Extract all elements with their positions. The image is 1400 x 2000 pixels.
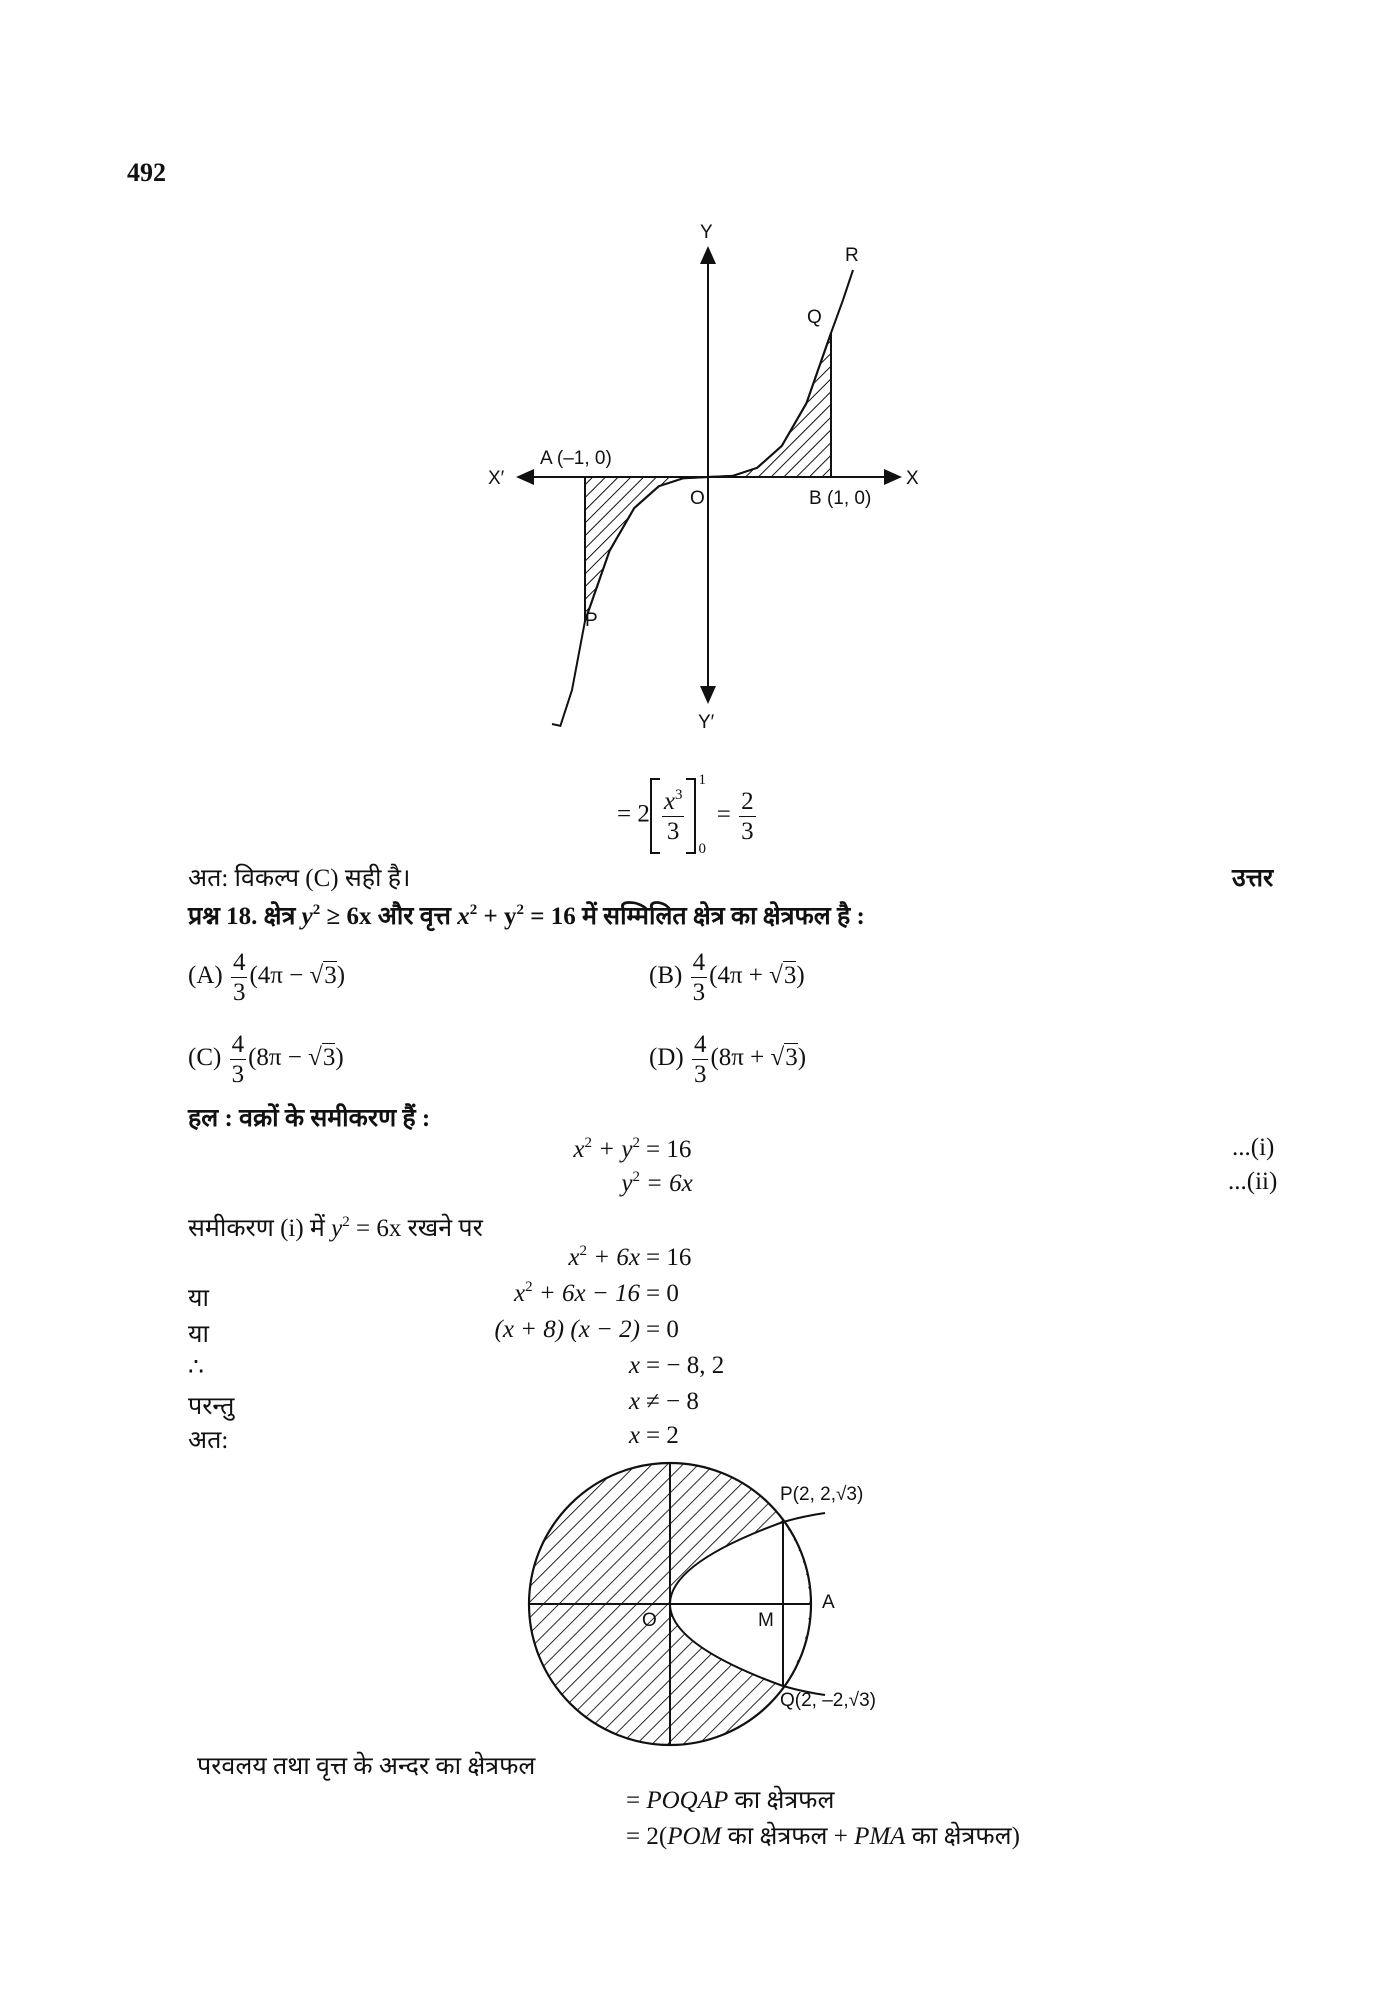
area-line-1 [626, 1782, 834, 1816]
label-x-prime: X′ [488, 468, 505, 489]
option-label: (D) [649, 1044, 684, 1072]
q-math: x [457, 903, 470, 930]
label-q2: Q(2, –2,√3) [780, 1690, 876, 1711]
math: y [621, 1170, 633, 1197]
s5-lhs: x [628, 1388, 640, 1415]
option-radicand: 3 [785, 1044, 798, 1072]
exp: 2 [342, 1214, 350, 1230]
cubic-curve-figure [0, 0, 1400, 800]
text: = [626, 1787, 647, 1814]
eq2-rhs: = 6x [646, 1170, 693, 1197]
exp: 2 [584, 1135, 593, 1151]
option-c: (C) $\frac{4}{3}$ (8π − √3) [188, 1031, 344, 1088]
option-expr: (8π + [710, 1044, 771, 1072]
text: का क्षेत्रफल) [905, 1823, 1020, 1850]
option-num: 4 [231, 1031, 245, 1058]
substitution-text [188, 1210, 483, 1244]
result-fraction [739, 789, 756, 844]
s6-word: अत: [188, 1427, 229, 1454]
option-label: (C) [188, 1044, 222, 1072]
option-expr: (8π − [248, 1044, 309, 1072]
math: + 6x [587, 1244, 640, 1271]
math: x [568, 1244, 580, 1271]
equals: = [716, 800, 731, 828]
conclusion-text: अत: विकल्प (C) सही है। [188, 865, 411, 892]
s4-lhs: x [628, 1352, 640, 1379]
s2-word: या [188, 1285, 209, 1312]
numerator: x [663, 787, 675, 815]
s3-rhs: = 0 [646, 1316, 679, 1343]
circle-parabola-figure [0, 1440, 1400, 1760]
label-b: B (1, 0) [809, 488, 872, 509]
option-radicand: 3 [322, 1044, 336, 1072]
option-label: (B) [649, 962, 683, 990]
integral-result-equation [617, 772, 758, 857]
s5-word: परन्तु [188, 1393, 235, 1420]
option-radicand: 3 [783, 962, 797, 990]
s6-lhs: x [628, 1422, 640, 1449]
eq1-lhs [573, 1136, 640, 1164]
q-exp: 2 [312, 902, 321, 918]
label-p: P [585, 610, 598, 631]
label-x: X [906, 468, 919, 489]
text: का क्षेत्रफल + [721, 1823, 855, 1850]
bracket-left [650, 778, 660, 854]
text: समीकरण (i) में [188, 1215, 332, 1242]
option-den: 3 [692, 979, 706, 1006]
q-text: में सम्मिलित क्षेत्र का क्षेत्रफल है : [575, 903, 865, 930]
result-numerator: 2 [741, 787, 754, 815]
option-num: 4 [692, 949, 706, 976]
lower-limit: 0 [698, 841, 706, 857]
option-d: (D) $\frac{4}{3}$ (8π + √3) [649, 1031, 807, 1088]
q-math: ≥ 6x [320, 903, 372, 930]
option-num: 4 [232, 949, 246, 976]
fraction [662, 786, 685, 845]
option-a: (A) $\frac{4}{3}$ (4π − √3) [188, 949, 346, 1006]
math: x [514, 1280, 526, 1307]
label-m: M [758, 1610, 774, 1631]
label-p2: P(2, 2,√3) [780, 1484, 864, 1505]
option-close: ) [335, 1044, 344, 1072]
exp: 2 [579, 1243, 588, 1259]
math: POQAP [646, 1787, 729, 1814]
math: POM [667, 1823, 722, 1850]
q-math: + y [477, 903, 517, 930]
page-number: 492 [127, 158, 166, 187]
area-line-2 [626, 1818, 1020, 1852]
option-radicand: 3 [324, 962, 337, 990]
s3-lhs: (x + 8) (x − 2) [494, 1316, 640, 1343]
label-r: R [845, 245, 859, 266]
math: y [331, 1215, 343, 1242]
s2-rhs: = 0 [646, 1280, 679, 1307]
text: = 6x रखने पर [349, 1215, 483, 1242]
result-denominator: 3 [741, 817, 754, 845]
q-math: = 16 [523, 903, 576, 930]
label-a: A (–1, 0) [540, 448, 612, 469]
exp: 2 [632, 1135, 640, 1151]
option-label: (A) [188, 962, 223, 990]
option-b: (B) $\frac{4}{3}$ (4π + √3) [649, 949, 805, 1006]
exp: 2 [525, 1279, 533, 1295]
option-den: 3 [231, 1061, 245, 1088]
math: PMA [854, 1823, 906, 1850]
s2-lhs [514, 1280, 640, 1308]
option-close: ) [336, 962, 346, 990]
eq-prefix: = 2 [617, 800, 650, 828]
shaded-region-ob [708, 333, 831, 477]
label-a2: A [822, 1592, 835, 1613]
q-exp: 2 [516, 902, 524, 918]
label-origin: O [690, 488, 705, 509]
q-text: और वृत्त [371, 903, 458, 930]
s3-word: या [188, 1321, 209, 1348]
label-q: Q [807, 307, 822, 328]
math: + y [592, 1136, 633, 1163]
q-text: प्रश्न 18. क्षेत्र [188, 903, 302, 930]
eq1-rhs: = 16 [646, 1136, 692, 1163]
eq1-tag: ...(i) [1232, 1134, 1275, 1161]
upper-limit: 1 [698, 772, 706, 788]
math: x [573, 1136, 585, 1163]
question-18 [188, 898, 865, 932]
option-num: 4 [693, 1031, 707, 1058]
q-math: y [301, 903, 313, 930]
exp: 2 [632, 1169, 640, 1185]
exponent: 3 [674, 786, 683, 803]
math: + 6x − 16 [532, 1280, 640, 1307]
label-y-prime: Y′ [698, 712, 715, 733]
option-close: ) [796, 962, 805, 990]
area-intro: परवलय तथा वृत्त के अन्दर का क्षेत्रफल [197, 1753, 536, 1780]
answer-label: उत्तर [1232, 865, 1274, 892]
s4-word: ∴ [188, 1354, 204, 1381]
label-y: Y [700, 222, 713, 243]
solution-intro: हल : वक्रों के समीकरण हैं : [188, 1105, 431, 1132]
denominator: 3 [666, 817, 680, 845]
option-expr: (4π − [249, 962, 310, 990]
text: = 2( [626, 1823, 668, 1850]
q-exp: 2 [469, 902, 478, 918]
bracket-right [686, 772, 706, 857]
option-den: 3 [693, 1061, 707, 1088]
option-den: 3 [232, 979, 246, 1006]
s5-rhs: ≠ − 8 [646, 1388, 699, 1415]
option-close: ) [797, 1044, 807, 1072]
option-expr: (4π + [709, 962, 770, 990]
s1-rhs: = 16 [646, 1244, 692, 1271]
s6-rhs: = 2 [646, 1422, 679, 1449]
label-o2: O [642, 1610, 657, 1631]
text: का क्षेत्रफल [728, 1787, 835, 1814]
eq2-tag: ...(ii) [1228, 1168, 1278, 1195]
s1-lhs [568, 1244, 640, 1272]
s4-rhs: = − 8, 2 [646, 1352, 725, 1379]
eq2-lhs [621, 1170, 640, 1198]
